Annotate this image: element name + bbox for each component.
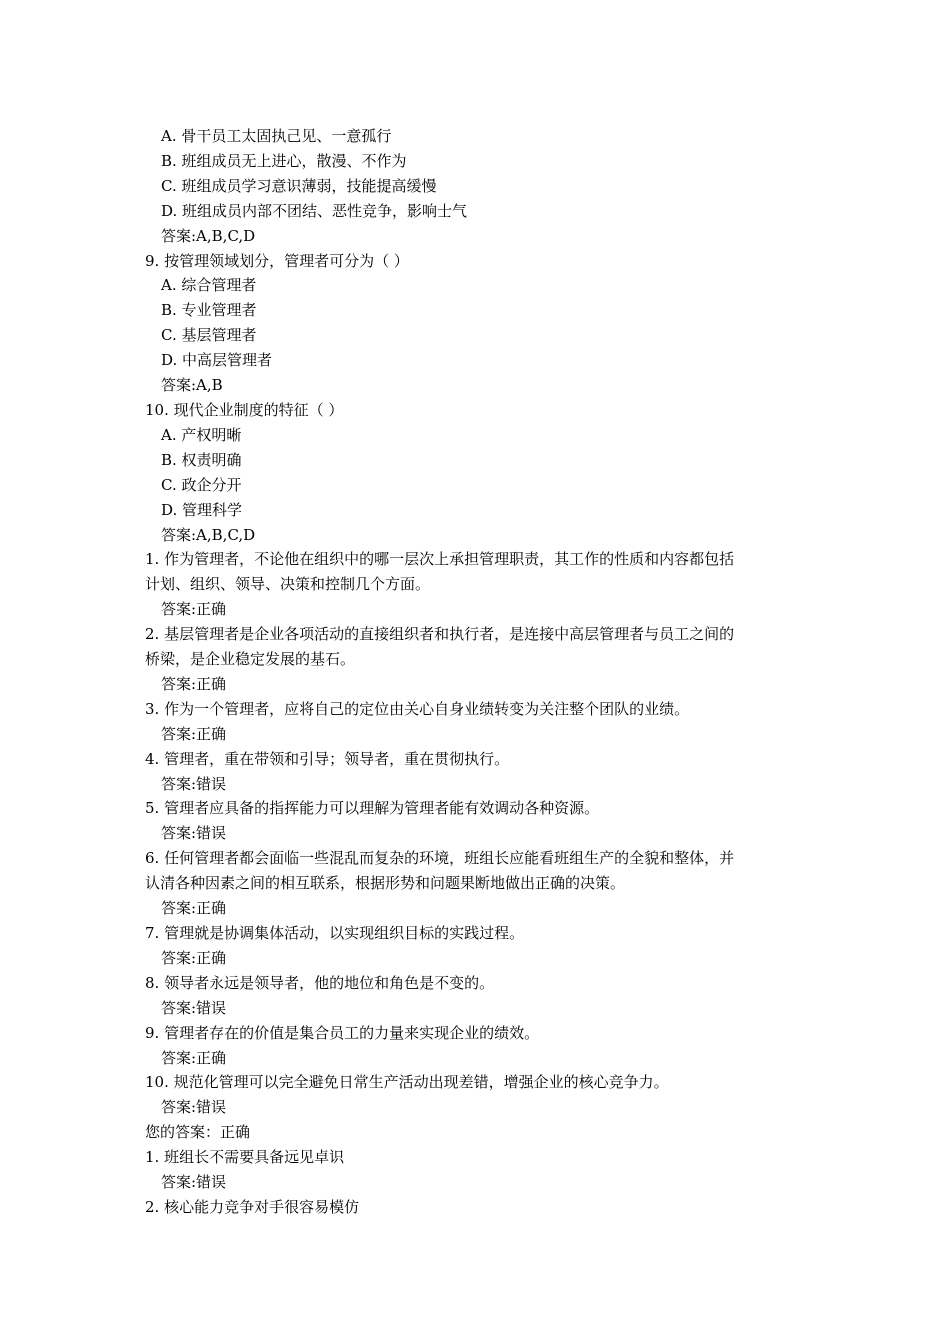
question-line: 计划、组织、领导、决策和控制几个方面。: [145, 575, 431, 594]
answer-line: 答案:A,B: [161, 376, 223, 395]
answer-line: 答案:错误: [161, 824, 227, 843]
option-line: D. 管理科学: [161, 500, 243, 519]
answer-line: 答案:正确: [161, 1048, 227, 1067]
answer-line: 答案:正确: [161, 724, 227, 743]
option-line: D. 班组成员内部不团结、恶性竞争，影响士气: [161, 201, 468, 220]
option-line: B. 权责明确: [161, 450, 242, 469]
question-line: 1. 作为管理者，不论他在组织中的哪一层次上承担管理职责，其工作的性质和内容都包括: [145, 550, 735, 569]
question-line: 2. 核心能力竞争对手很容易模仿: [145, 1197, 360, 1216]
option-line: D. 中高层管理者: [161, 351, 273, 370]
option-line: A. 骨干员工太固执己见、一意孤行: [161, 127, 392, 145]
question-line: 6. 任何管理者都会面临一些混乱而复杂的环境，班组长应能看班组生产的全貌和整体，并: [145, 849, 735, 868]
answer-line: 答案:正确: [161, 899, 227, 918]
option-line: A. 综合管理者: [161, 276, 257, 295]
question-line: 3. 作为一个管理者，应将自己的定位由关心自身业绩转变为关注整个团队的业绩。: [145, 699, 690, 718]
answer-line: 答案:正确: [161, 948, 227, 967]
option-line: C. 基层管理者: [161, 326, 257, 345]
option-line: C. 班组成员学习意识薄弱，技能提高缓慢: [161, 176, 437, 195]
question-line: 9. 按管理领域划分，管理者可分为（ ）: [145, 251, 409, 270]
question-line: 7. 管理就是协调集体活动，以实现组织目标的实践过程。: [145, 924, 525, 942]
question-line: 10. 现代企业制度的特征（ ）: [145, 400, 344, 419]
option-line: B. 班组成员无上进心，散漫、不作为: [161, 151, 407, 170]
option-line: A. 产权明晰: [161, 425, 242, 444]
question-line: 9. 管理者存在的价值是集合员工的力量来实现企业的绩效。: [145, 1023, 540, 1042]
option-line: C. 政企分开: [161, 475, 242, 494]
answer-line: 答案:错误: [161, 1098, 227, 1117]
question-line: 5. 管理者应具备的指挥能力可以理解为管理者能有效调动各种资源。: [145, 799, 600, 818]
question-line: 10. 规范化管理可以完全避免日常生产活动出现差错，增强企业的核心竞争力。: [145, 1073, 669, 1092]
question-line: 1. 班组长不需要具备远见卓识: [145, 1148, 345, 1167]
question-line: 桥梁，是企业稳定发展的基石。: [145, 650, 356, 669]
question-line: 2. 基层管理者是企业各项活动的直接组织者和执行者，是连接中高层管理者与员工之间的: [145, 625, 735, 644]
answer-line: 答案:A,B,C,D: [161, 525, 256, 544]
answer-line: 答案:A,B,C,D: [161, 226, 256, 245]
answer-line: 答案:正确: [161, 600, 227, 619]
question-line: 8. 领导者永远是领导者，他的地位和角色是不变的。: [145, 973, 495, 992]
question-line: 认清各种因素之间的相互联系，根据形势和问题果断地做出正确的决策。: [145, 874, 626, 893]
answer-line: 答案:错误: [161, 998, 227, 1017]
answer-line: 答案:错误: [161, 1173, 227, 1192]
answer-line: 答案:错误: [161, 774, 227, 793]
question-line: 您的答案：正确: [145, 1123, 251, 1142]
question-line: 4. 管理者，重在带领和引导；领导者，重在贯彻执行。: [145, 749, 510, 768]
answer-line: 答案:正确: [161, 674, 227, 693]
document-body: [145, 124, 810, 1220]
document-page: [145, 124, 810, 1220]
option-line: B. 专业管理者: [161, 301, 257, 320]
